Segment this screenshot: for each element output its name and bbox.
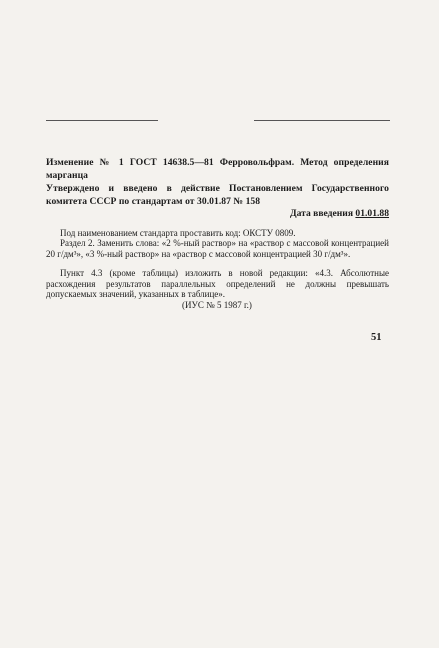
page-number: 51 <box>371 332 382 343</box>
paragraph-okstu: Под наименованием стандарта проставить код: ОКСТУ 0809. <box>60 228 296 238</box>
effective-date-label: Дата введения <box>289 208 354 219</box>
approval-statement: Утверждено и введено в действие Постановлением Государственного комитета СССР по стандартам от 30.01.87 № 158 <box>46 183 389 207</box>
paragraph-section-2: Раздел 2. Заменить слова: «2 %-ный раствор» на «раствор с массовой концентрацией 20 г/дм³», «3 %-ный раствор» на «раствор с массовой концентрацией 30 г/дм³». <box>46 238 389 259</box>
effective-date-value: 01.01.88 <box>355 208 389 219</box>
paragraph-item-4-3: Пункт 4.3 (кроме таблицы) изложить в новой редакции: «4.3. Абсолютные расхождения результатов параллельных определений не должны превышать допускаемых значений, указанных в таблице». <box>46 268 389 299</box>
ius-note: (ИУС № 5 1987 г.) <box>182 300 252 310</box>
top-divider-left <box>46 120 158 121</box>
effective-date <box>290 208 389 220</box>
change-title: Изменение № 1 ГОСТ 14638.5—81 Ферровольфрам. Метод определения марганца <box>46 157 389 181</box>
top-divider-right <box>254 120 390 121</box>
